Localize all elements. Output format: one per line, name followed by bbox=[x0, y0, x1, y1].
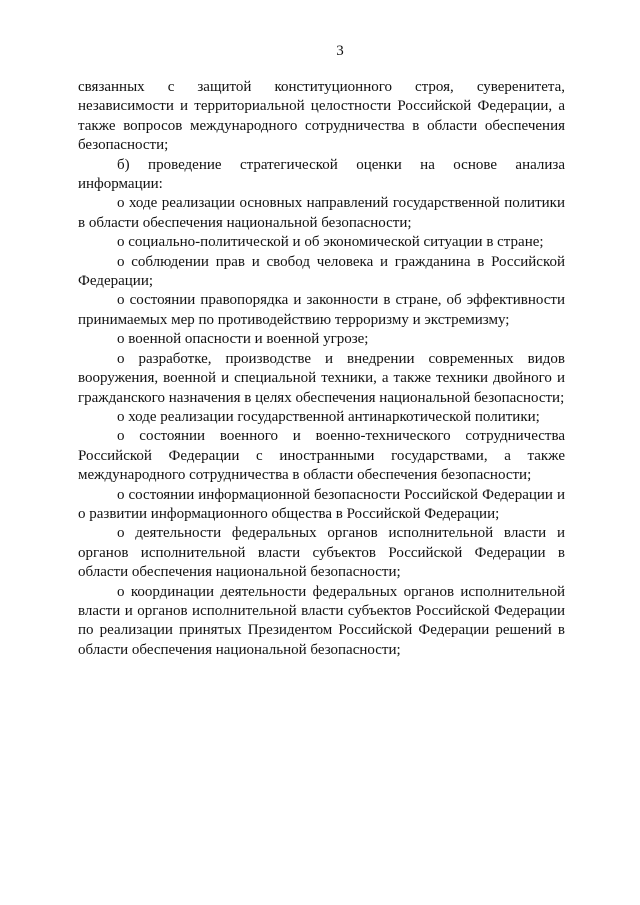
paragraph-military-danger: о военной опасности и военной угрозе; bbox=[117, 331, 369, 348]
paragraph-continuation: связанных с защитой конституционного строя, суверенитета, независимости и территориальной целостности Российской Федерации, а также вопросов международного сотрудничества в области обеспечения безопасности; bbox=[78, 79, 565, 154]
paragraph-human-rights: о соблюдении прав и свобод человека и гражданина в Российской Федерации; bbox=[78, 253, 565, 290]
page-number: 3 bbox=[336, 43, 344, 59]
paragraph-weapons-development: о разработке, производстве и внедрении современных видов вооружения, военной и специальной техники, а также техники двойного и гражданского назначения в целях обеспечения национальной безопасности; bbox=[78, 350, 565, 406]
paragraph-item-b: б) проведение стратегической оценки на основе анализа информации: bbox=[78, 156, 565, 193]
paragraph-socio-political: о социально-политической и об экономической ситуации в стране; bbox=[117, 234, 544, 251]
paragraph-policy-implementation: о ходе реализации основных направлений государственной политики в области обеспечения национальной безопасности; bbox=[78, 195, 565, 231]
paragraph-information-security: о состоянии информационной безопасности Российской Федерации и о развитии информационного общества в Российской Федерации; bbox=[78, 486, 565, 522]
paragraph-military-cooperation: о состоянии военного и военно-технического сотрудничества Российской Федерации с иностранными государствами, а также международного сотрудничества в области обеспечения безопасности; bbox=[78, 428, 565, 484]
body-text bbox=[78, 78, 565, 660]
paragraph-anti-drug-policy: о ходе реализации государственной антинаркотической политики; bbox=[117, 408, 540, 425]
paragraph-executive-bodies: о деятельности федеральных органов исполнительной власти и органов исполнительной власти субъектов Российской Федерации в области обеспечения национальной безопасности; bbox=[78, 525, 565, 581]
paragraph-coordination: о координации деятельности федеральных органов исполнительной власти и органов исполнительной власти субъектов Российской Федерации по реализации принятых Президентом Российской Федерации решений в области обеспечения национальной безопасности; bbox=[78, 583, 565, 658]
paragraph-law-and-order: о состоянии правопорядка и законности в стране, об эффективности принимаемых мер по противодействию терроризму и экстремизму; bbox=[78, 292, 565, 328]
